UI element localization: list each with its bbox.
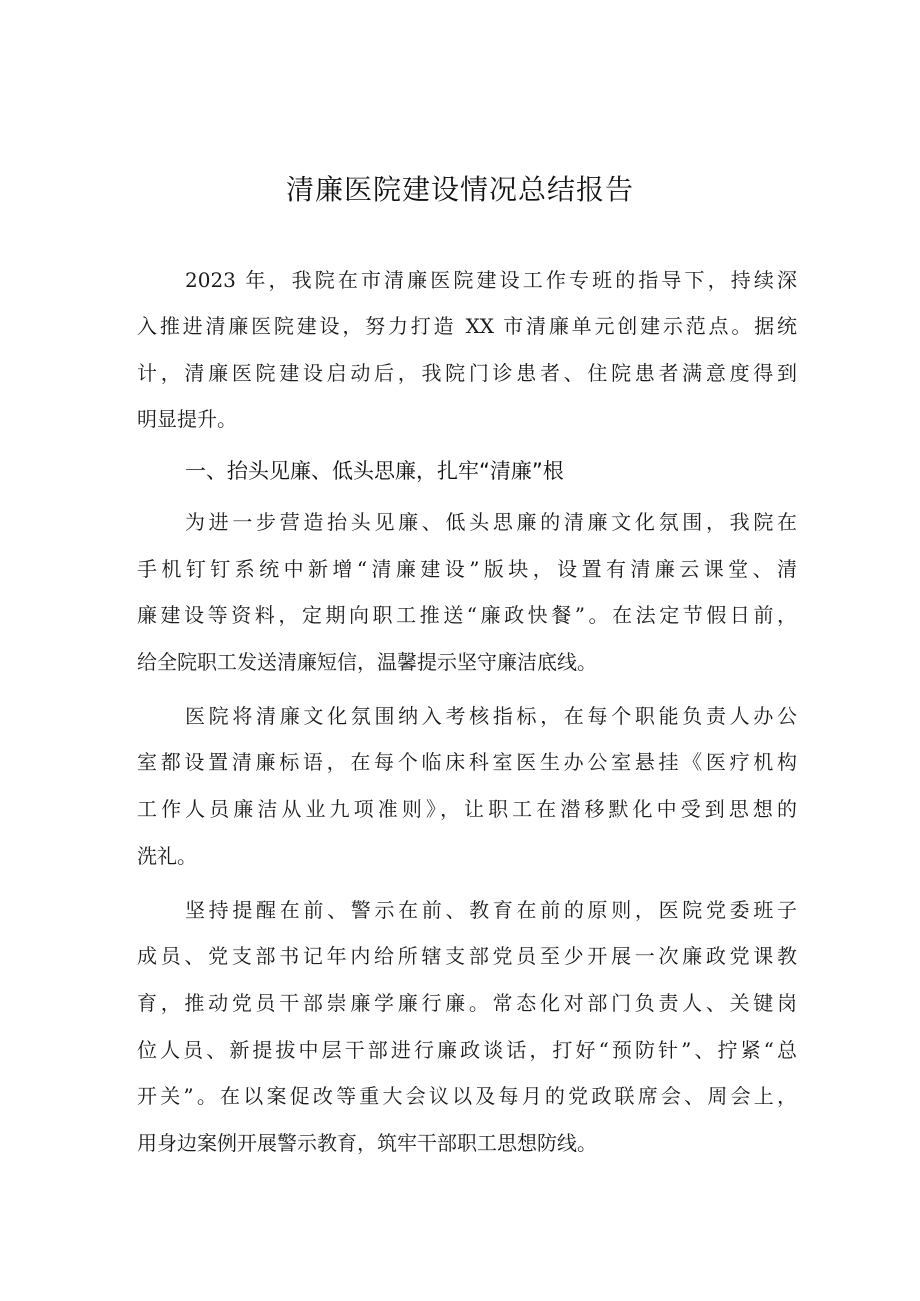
para3-line-5: 开关”。在以案促改等重大会议以及每月的党政联席会、周会上， <box>137 1084 797 1108</box>
para3-line-4: 位人员、新提拔中层干部进行廉政谈话，打好“预防针”、拧紧“总 <box>137 1038 797 1062</box>
para1-line-2: 手机钉钉系统中新增“清廉建设”版块，设置有清廉云课堂、清 <box>137 557 797 581</box>
para3-line-1: 坚持提醒在前、警示在前、教育在前的原则，医院党委班子 <box>185 898 797 922</box>
para3-line-6: 用身边案例开展警示教育，筑牢干部职工思想防线。 <box>137 1131 597 1155</box>
intro-line-3: 计，清廉医院建设启动后，我院门诊患者、住院患者满意度得到 <box>137 361 797 385</box>
intro-line-1: 2023 年，我院在市清廉医院建设工作专班的指导下，持续深 <box>185 268 797 292</box>
intro-line-2: 入推进清廉医院建设，努力打造 XX 市清廉单元创建示范点。据统 <box>137 314 797 338</box>
para1-line-4: 给全院职工发送清廉短信，温馨提示坚守廉洁底线。 <box>137 650 597 674</box>
para3-line-2: 成员、党支部书记年内给所辖支部党员至少开展一次廉政党课教 <box>137 944 797 968</box>
para2-line-1: 医院将清廉文化氛围纳入考核指标，在每个职能负责人办公 <box>185 704 797 728</box>
para1-line-3: 廉建设等资料，定期向职工推送“廉政快餐”。在法定节假日前， <box>137 603 797 627</box>
para1-line-1: 为进一步营造抬头见廉、低头思廉的清廉文化氛围，我院在 <box>185 510 797 534</box>
para2-line-2: 室都设置清廉标语，在每个临床科室医生办公室悬挂《医疗机构 <box>137 750 797 774</box>
intro-line-4: 明显提升。 <box>137 407 237 431</box>
document-title: 清廉医院建设情况总结报告 <box>285 173 634 206</box>
section-heading-1: 一、抬头见廉、低头思廉，扎牢“清廉”根 <box>185 459 564 483</box>
para2-line-4: 洗礼。 <box>137 844 197 868</box>
para3-line-3: 育，推动党员干部崇廉学廉行廉。常态化对部门负责人、关键岗 <box>137 991 797 1015</box>
para2-line-3: 工作人员廉洁从业九项准则》，让职工在潜移默化中受到思想的 <box>137 797 797 821</box>
